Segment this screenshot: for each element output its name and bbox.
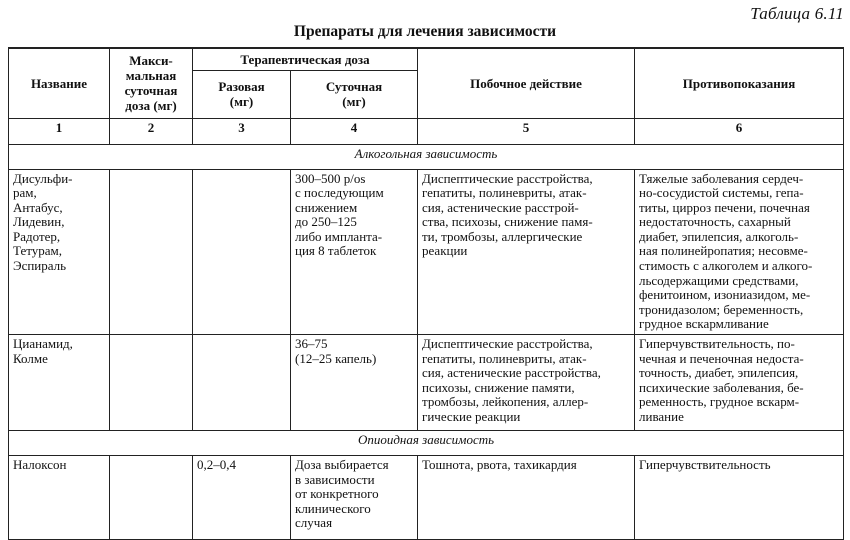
column-number-4: 4: [291, 118, 418, 144]
max-dose: [110, 335, 193, 431]
max-dose: [110, 169, 193, 335]
column-number-5: 5: [418, 118, 635, 144]
table-title: Препараты для лечения зависимости: [293, 23, 557, 40]
header-daily-dose: Суточная (мг): [291, 70, 418, 118]
header-side-effects: Побочное действие: [418, 48, 635, 118]
header-single-dose: Разовая (мг): [193, 70, 291, 118]
header-therapeutic-dose: Терапевтическая доза: [193, 48, 418, 70]
side-effects: Диспептические расстройства, гепатиты, полиневриты, атак- сия, астенические расстрой- ства, психозы, снижение памя- ти, тромбозы, аллергические реакции: [418, 169, 635, 335]
column-number-3: 3: [193, 118, 291, 144]
table-number: Таблица 6.11: [750, 4, 844, 23]
single-dose: 0,2–0,4: [193, 456, 291, 540]
side-effects: Диспептические расстройства, гепатиты, полиневриты, атак- сия, астенические расстройства, психозы, снижение памяти, тромбозы, лейкопения, аллер- гические реакции: [418, 335, 635, 431]
drug-name: Цианамид, Колме: [9, 335, 110, 431]
side-effects: Тошнота, рвота, тахикардия: [418, 456, 635, 540]
column-number-6: 6: [635, 118, 844, 144]
section-title-alcohol: Алкогольная зависимость: [9, 144, 844, 169]
single-dose: [193, 169, 291, 335]
drug-name: Дисульфи- рам, Антабус, Лидевин, Радотер, Тетурам, Эспираль: [9, 169, 110, 335]
daily-dose: Доза выбирается в зависимости от конкретного клинического случая: [291, 456, 418, 540]
header-name: Название: [9, 48, 110, 118]
header-max-dose: Макси- мальная суточная доза (мг): [110, 48, 193, 118]
section-title-opioid: Опиоидная зависимость: [9, 431, 844, 456]
max-dose: [110, 456, 193, 540]
daily-dose: 36–75 (12–25 капель): [291, 335, 418, 431]
contraindications: Тяжелые заболевания сердеч- но-сосудистой системы, гепа- титы, цирроз печени, почечная недостаточность, сахарный диабет, эпилепсия, алкоголь- ная полинейропатия; несовме- стимость с алкоголем и алкого- льсодержащими средствами, фенитоином, изониазидом, ме- тронидазолом; беременность, грудное вскармливание: [635, 169, 844, 335]
single-dose: [193, 335, 291, 431]
daily-dose: 300–500 p/os с последующим снижением до 250–125 либо импланта- ция 8 таблеток: [291, 169, 418, 335]
drug-name: Налоксон: [9, 456, 110, 540]
header-contraindications: Противопоказания: [635, 48, 844, 118]
contraindications: Гиперчувствительность, по- чечная и печеночная недоста- точность, диабет, эпилепсия, психические заболевания, бе- ременность, грудное вскарм- ливание: [635, 335, 844, 431]
contraindications: Гиперчувствительность: [635, 456, 844, 540]
drugs-table: [8, 47, 844, 540]
column-number-2: 2: [110, 118, 193, 144]
column-number-1: 1: [9, 118, 110, 144]
